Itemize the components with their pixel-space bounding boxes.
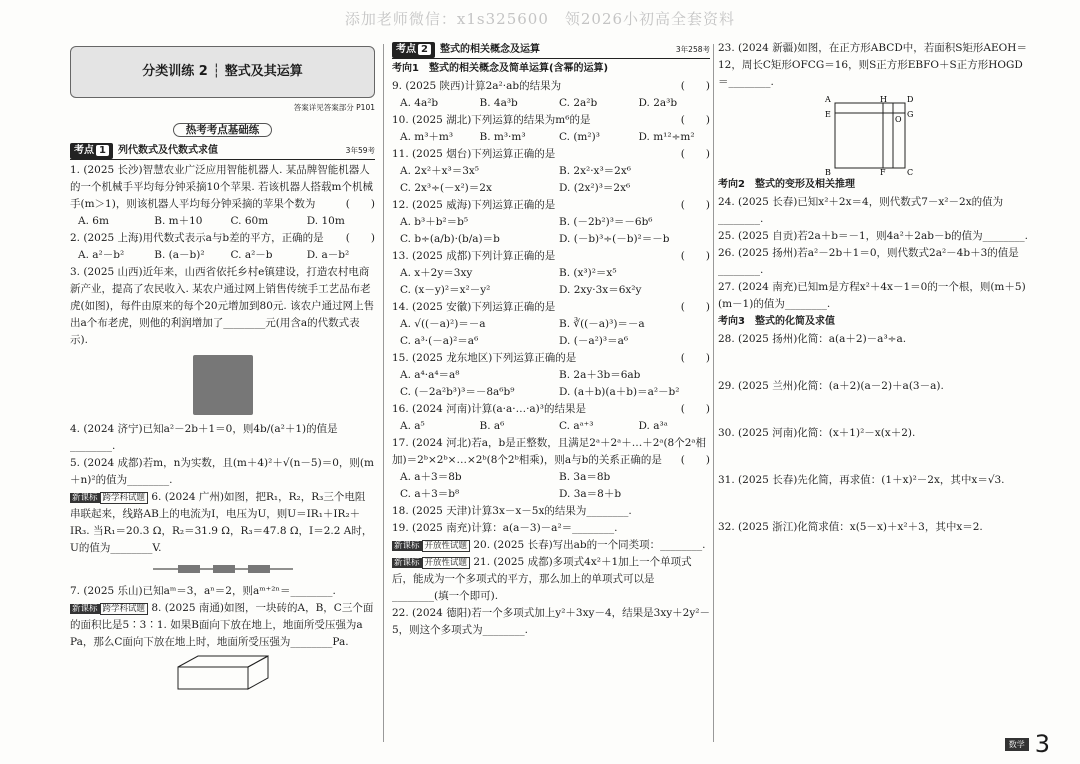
topic-heading: 考向1 整式的相关概念及简单运算(含幂的运算) [392,63,609,75]
question-10: 10. (2025 湖北)下列运算的结果为m⁶的是 ( ) [392,114,710,127]
question-23: 23. (2024 新疆)如图，在正方形ABCD中，若面积S矩形AEOH＝12，周长C矩形OFCG＝16，则S正方形EBFO＋S正方形HOGD＝________. [718,42,1027,88]
page-number: 3 [1034,730,1050,758]
question-21: 新课标 开放性试题 21. (2025 成都)多项式4x²＋1加上一个单项式后，能成为一个多项式的平方，那么加上的单项式可以是________(填一个即可). [392,556,692,603]
question-4: 4. (2024 济宁)已知a²－2b＋1＝0，则4b/(a²＋1)的值是________. [70,423,338,453]
question-9: 9. (2025 陕西)计算2a²·ab的结果为 ( ) [392,80,710,93]
question-6: 新课标 跨学科试题 6. (2024 广州)如图，把R₁，R₂，R₃三个电阻串联起来，线路AB上的电流为I，电压为U，则U＝IR₁＋IR₂＋IR₃. 当R₁＝20.3 Ω，R₂＝31.9 Ω，R₃＝47.8 Ω，I＝2.2 A时，U的值为________V. [70,491,373,555]
cloth-tiger-photo [193,355,253,415]
label-F: F [880,168,886,175]
question-31: 31. (2025 长春)先化简，再求值：(1＋x)²－2x，其中x＝√3. [718,474,1005,487]
brick-diagram [173,653,273,691]
column-divider [713,44,714,742]
column-divider [383,44,384,742]
question-28: 28. (2025 扬州)化简：a(a＋2)－a³÷a. [718,333,907,346]
question-7: 7. (2025 乐山)已知aᵐ＝3，aⁿ＝2，则aᵐ⁺²ⁿ＝________. [70,585,336,598]
question-15: 15. (2025 龙东地区)下列运算正确的是 ( ) [392,352,710,365]
label-D: D [907,95,914,104]
label-G: G [907,110,914,119]
question-20: 新课标 开放性试题 20. (2025 长春)写出ab的一个同类项：________. [394,539,706,552]
question-30: 30. (2025 河南)化简：(x＋1)²－x(x＋2). [718,427,916,440]
page-title: 分类训练 2 ┆ 整式及其运算 [70,46,375,98]
column-2: 考点 2 整式的相关概念及运算 3年258考 考向1 整式的相关概念及简单运算(含幂的运算) 9. (2025 陕西)计算2a²·ab的结果为 ( ) A. 4a²b B. 4a³b C. 2a²b D. 2a³b 10. (2025 湖北)下列运算的结果为m⁶的是 ( ) A. m³＋m³ B. m³·m³ C. (m²)³ D. m¹²÷m² 11. (2025 烟台)下列运算正确的是 ( ) A. 2x²＋x³＝3x⁵ B. 2x²·x³＝2x⁶ C. 2x³÷(－x²)＝2x D. (2x²)³＝2x⁶ 12. (2025 威海)下列运算正确的是 ( ) A. b³＋b²＝b⁵ B. (－2b²)³＝－6b⁶ C. b÷(a/b)·(b/a)＝b D. (－b)³÷(－b)²＝－b 13. (2025 成都)下列计算正确的是 ( ) A. x＋2y＝3xy B. (x³)²＝x⁵ C. (x－y)²＝x²－y² D. 2xy·3x＝6x²y 14. (2025 安徽)下列运算正确的是 ( ) A. √((－a)²)＝－a B. ∛((－a)³)＝－a C. a³·(－a)²＝a⁶ D. (－a²)³＝a⁶ 15. (2025 龙东地区)下列运算正确的是 ( ) A. a⁴·a⁴＝a⁸ B. 2a＋3b＝6ab C. (－2a²b³)³＝－8a⁶b⁹ D. (a＋b)(a＋b)＝a²－b² 16. (2024 河南)计算(a·a·…·a)³的结果是 ( ) A. a⁵ B. a⁶ C. aᵃ⁺³ D. a³ᵃ 17. (2024 河北)若a，b是正整数，且满足2ᵃ＋2ᵃ＋…＋2ᵃ(8个2ᵃ相加)＝2ᵇ×2ᵇ×…×2ᵇ(8个2ᵇ相乘)，则a与b的关系正确的是 ( ) A. a＋3＝8b B. 3a＝8b C. a＋3＝b⁸ D. 3a＝8＋b 18. (2025 天津)计算3x－x－5x的结果为________. 19. (2025 南充)计算：a(a－3)－a²＝________. 新课标 开放性试题 20. (2025 长春)写出ab的一个同类项：________. 新课标 开放性试题 21. (2025 成都)多项式4x²＋1加上一个单项式后，能成为一个多项式的平方，那么加上的单项式可以是________(填一个即可). 22. (2024 德阳)若一个多项式加上y²＋3xy－4，结果是3xy＋2y²－5，则这个多项式为________. [392,40,710,639]
question-27: 27. (2024 南充)已知m是方程x²＋4x－1＝0的一个根，则(m＋5)(m－1)的值为________. [718,281,1026,311]
circuit-diagram [148,559,298,581]
question-18: 18. (2025 天津)计算3x－x－5x的结果为________. [392,505,632,518]
question-3: 3. (2025 山西)近年来，山西省依托乡村e镇建设，打造农村电商新产业，提高了农民收入. 某农户通过网上销售传统手工艺品布老虎(如图)，每件由原来的每个20元增加到80元. 该农户通过网上售出a个布老虎，则他的利润增加了________元(用含a的代数式表示). [70,266,375,347]
question-2: 2. (2025 上海)用代数式表示a与b差的平方，正确的是 ( ) [70,232,375,245]
label-O: O [895,115,902,124]
question-5: 5. (2024 成都)若m，n为实数，且(m＋4)²＋√(n－5)＝0，则(m＋n)²的值为________. [70,457,374,487]
label-E: E [825,110,831,119]
question-12: 12. (2025 威海)下列运算正确的是 ( ) [392,199,710,212]
knowledge-point-header: 考点 1 列代数式及代数式求值 3年59考 [70,143,375,160]
square-diagram [823,93,923,175]
question-1: 1. (2025 长沙)智慧农业广泛应用智能机器人. 某品牌智能机器人的一个机械手平均每分钟采摘10个苹果. 若该机器人搭载m个机械手(m＞1)，则该机器人平均每分钟采摘的苹果个数为 ( ) [70,164,375,211]
question-8: 新课标 跨学科试题 8. (2025 南通)如图，一块砖的A，B，C三个面的面积比是5∶3∶1. 如果B面向下放在地上，地面所受压强为a Pa，那么C面向下放在地上时，地面所受压强为________Pa. [70,602,374,649]
topic-heading: 考向3 整式的化简及求值 [718,316,835,328]
question-13: 13. (2025 成都)下列计算正确的是 ( ) [392,250,710,263]
label-A: A [825,95,831,104]
question-19: 19. (2025 南充)计算：a(a－3)－a²＝________. [392,522,618,535]
label-H: H [880,95,887,104]
question-26: 26. (2025 扬州)若a²－2b＋1＝0，则代数式2a²－4b＋3的值是________. [718,247,1019,277]
subject-label: 数学 [1005,738,1029,751]
question-25: 25. (2025 自贡)若2a＋b＝－1，则4a²＋2ab－b的值为________. [718,230,1029,243]
question-17: 17. (2024 河北)若a，b是正整数，且满足2ᵃ＋2ᵃ＋…＋2ᵃ(8个2ᵃ相加)＝2ᵇ×2ᵇ×…×2ᵇ(8个2ᵇ相乘)，则a与b的关系正确的是 ( ) [392,437,710,467]
knowledge-point-header: 考点 2 整式的相关概念及运算 3年258考 [392,42,710,59]
question-29: 29. (2025 兰州)化简：(a＋2)(a－2)＋a(3－a). [718,380,944,393]
question-14: 14. (2025 安徽)下列运算正确的是 ( ) [392,301,710,314]
answer-reference: 答案详见答案部分 P101 [293,103,375,112]
column-1 [70,40,375,693]
question-2-options: A. a²－b² B. (a－b)² C. a²－b D. a－b² [78,249,350,262]
label-C: C [907,168,914,175]
question-16: 16. (2024 河南)计算(a·a·…·a)³的结果是 ( ) [392,403,710,416]
watermark: 添加老师微信：x1s325600 领2026小初高全套资料 [344,10,736,28]
question-22: 22. (2024 德阳)若一个多项式加上y²＋3xy－4，结果是3xy＋2y²－5，则这个多项式为________. [392,607,710,637]
column-3 [718,40,1030,536]
question-1-options: A. 6m B. m＋10 C. 60m D. 10m [78,215,345,228]
question-24: 24. (2025 长春)已知x²＋2x＝4，则代数式7－x²－2x的值为________. [718,196,1004,226]
page-footer [1005,730,1050,758]
question-11: 11. (2025 烟台)下列运算正确的是 ( ) [392,148,710,161]
question-32: 32. (2025 浙江)化简求值：x(5－x)＋x²＋3，其中x＝2. [718,521,983,534]
topic-heading: 考向2 整式的变形及相关推理 [718,179,855,190]
section-heading: 热考考点基础练 [70,122,375,139]
label-B: B [825,168,831,175]
